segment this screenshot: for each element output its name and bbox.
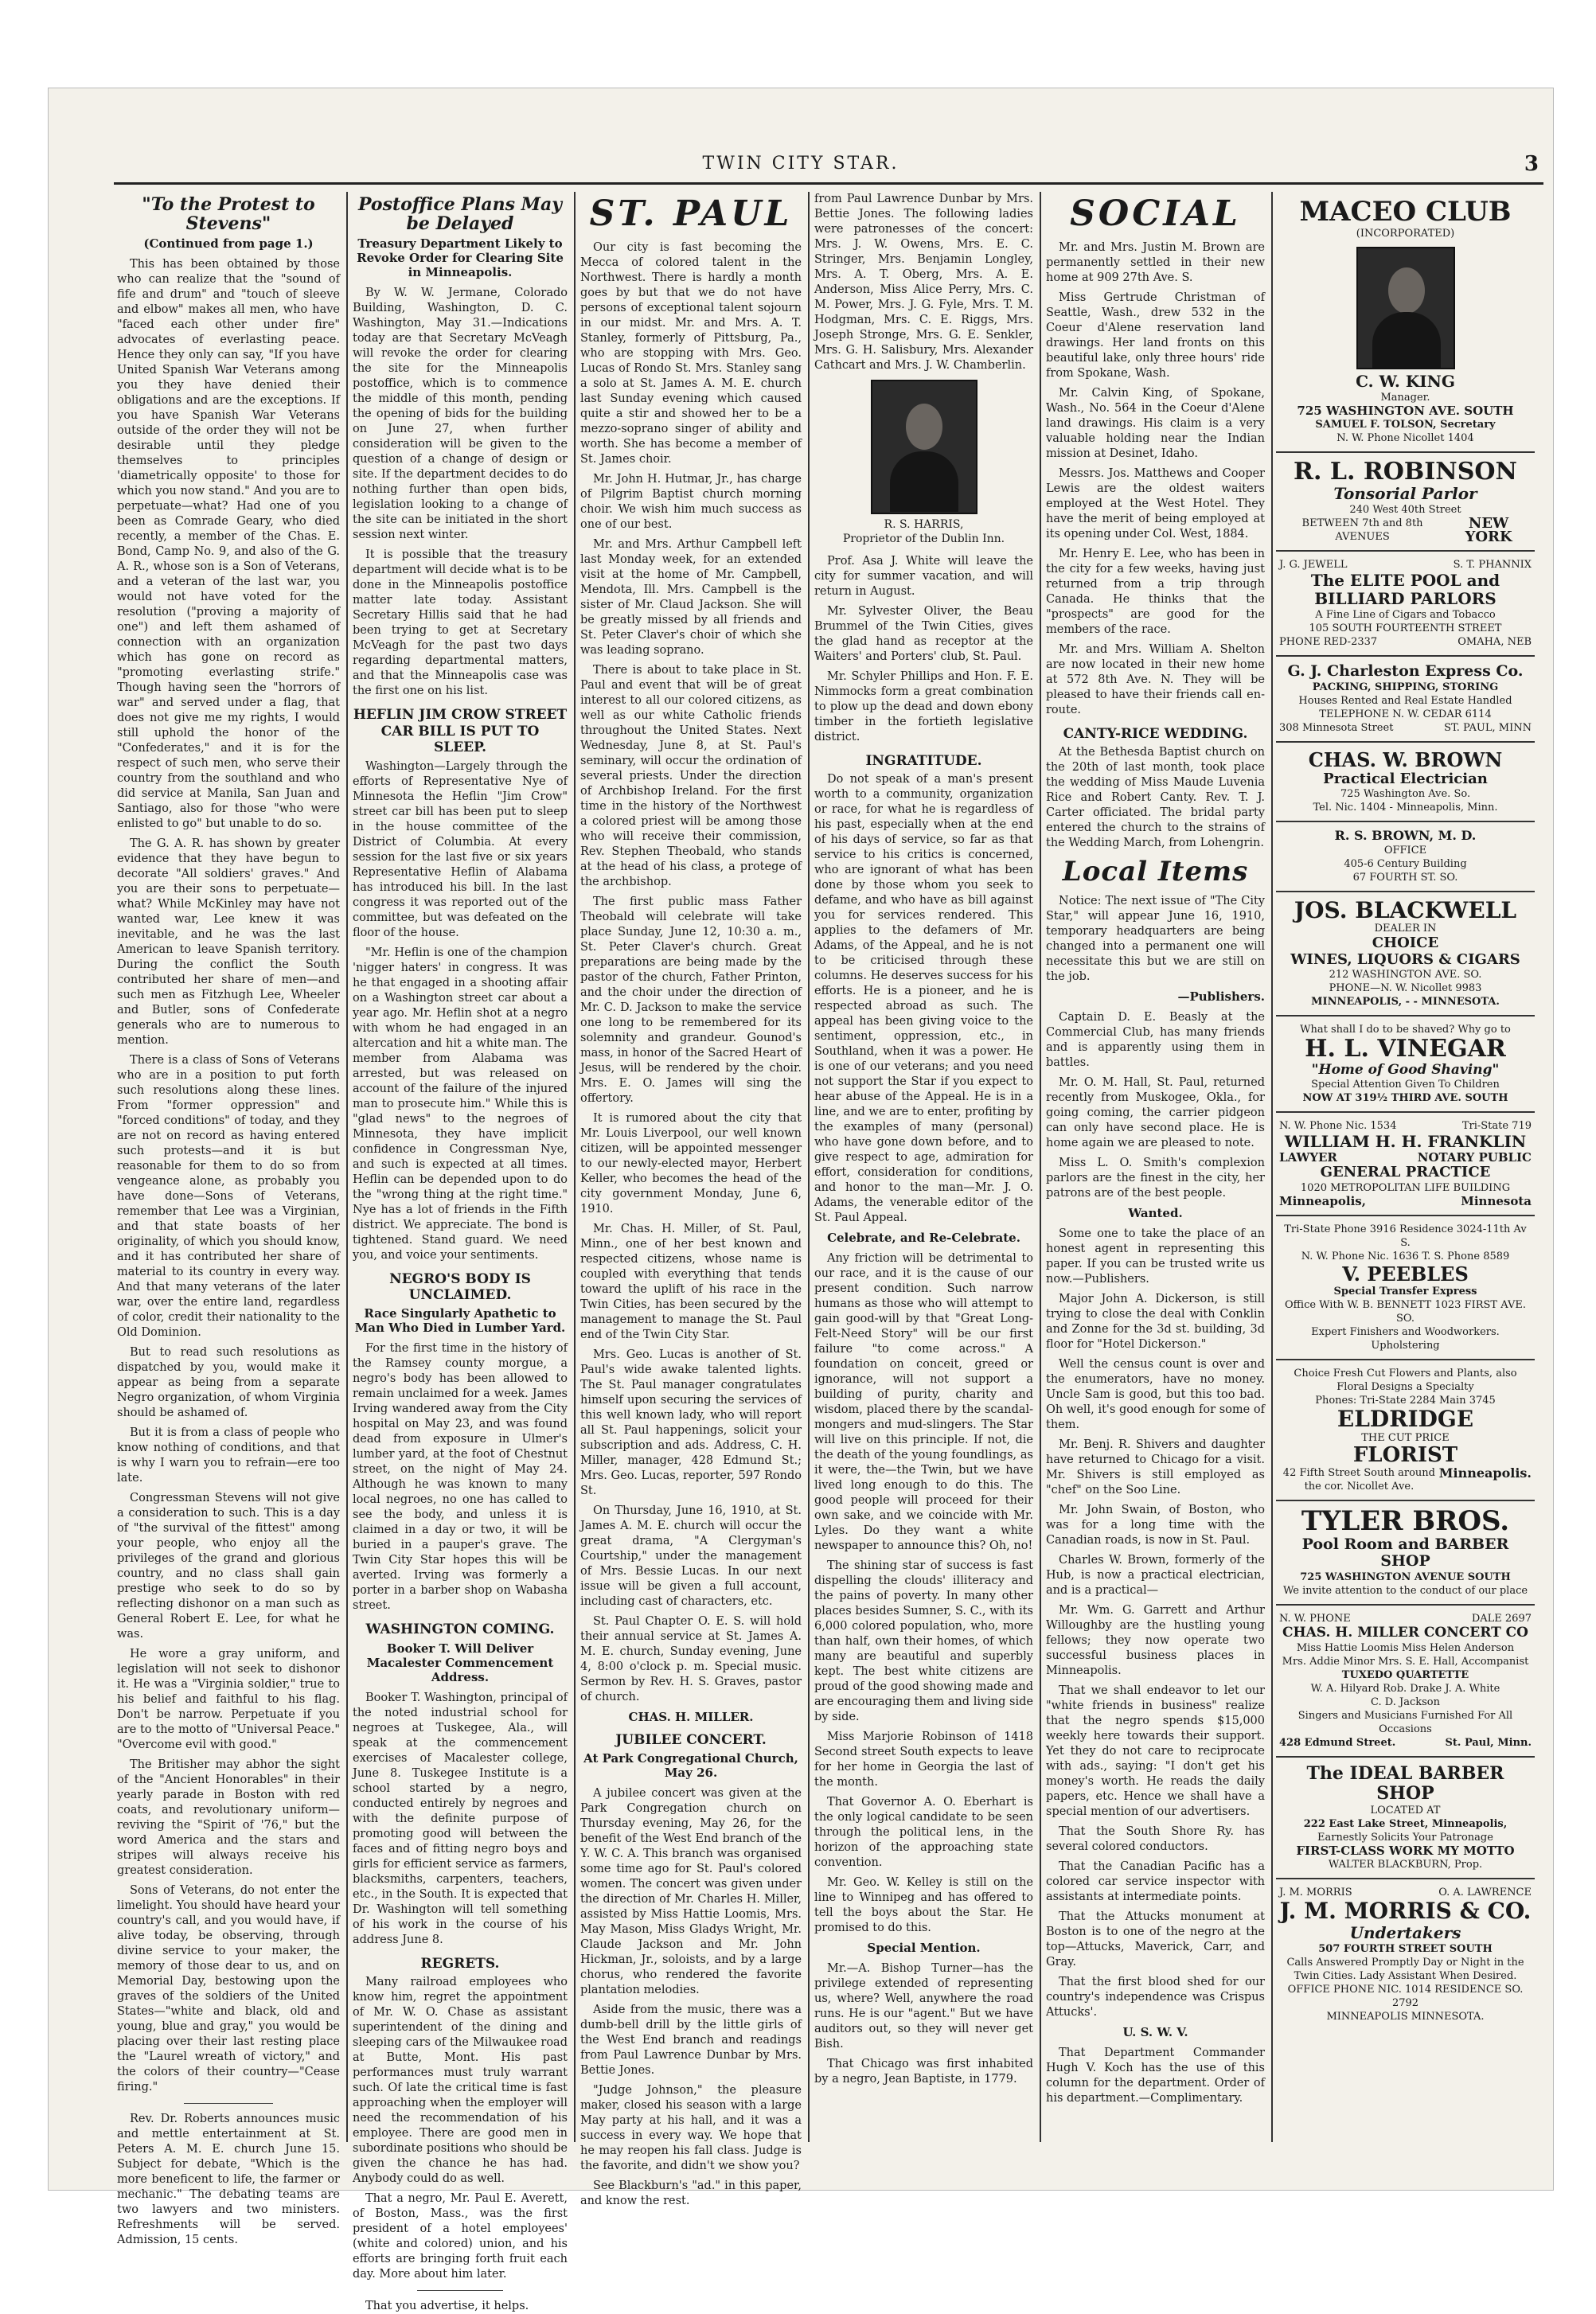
ad-text: W. A. Hilyard Rob. Drake J. A. White — [1310, 1682, 1500, 1695]
ad-row — [1279, 1151, 1532, 1165]
paragraph: Miss Gertrude Christman of Seattle, Wash., drew 532 in the Coeur d'Alene reservation land drawings. Her land fronts on this beautiful lake, only three hours' ride from Spokane, Wash. — [1046, 291, 1265, 380]
photo-caption — [814, 517, 1033, 546]
paragraph: That you advertise, it helps. — [365, 2300, 529, 2313]
ad-text: N. W. PHONE — [1279, 1613, 1351, 1625]
paragraph: "Judge Johnson," the pleasure maker, closed his season with a large May party at his hall, and it was a success in every way. We hope that he may reopen his fall class. Judge is the favorite, and didn't we show you? — [580, 2084, 802, 2173]
ad-text: 67 FOURTH ST. SO. — [1352, 871, 1458, 884]
ad-blackwell — [1276, 892, 1535, 1017]
column-protest — [117, 192, 340, 2247]
ad-title: The IDEAL BARBER SHOP — [1306, 1762, 1504, 1805]
divider — [417, 2290, 503, 2291]
paragraph: That Chicago was first inhabited by a negro, Jean Baptiste, in 1779. — [814, 2058, 1033, 2086]
paragraph: Prof. Asa J. White will leave the city for summer vacation, and will return in August. — [814, 555, 1033, 598]
paragraph: Any friction will be detrimental to our race, and it is the cause of our present condition. Such narrow humans as those who will attempt to gain good-will by that "Great Long-Felt-Need Story" will be our first failure "to come across." A foundation on conceit, greed or ignorance, will not support a building of purity, charity and wisdom, placed there by the scandal-mongers and mud-slingers. The Star will live on this principle. If not, die the death of the young foundlings, as it were, the—the Twin, but we have lived long enough to do this. The good people will proceed for their own sake, and we coincide with Mr. Lyles. Do they want a white newspaper to announce this? Oh, no! — [814, 1252, 1033, 1553]
divider — [184, 2103, 273, 2104]
ad-text: MINNEAPOLIS, - - MINNESOTA. — [1311, 996, 1500, 1009]
paragraph: He wore a gray uniform, and legislation will not seek to dishonor it. He was a "Virginia soldier," true to his belief and faithful to his flag. Don't be narrow. Perpetuate if you are to the motto of "Universal Peace." "Overcome evil with good." — [117, 1648, 340, 1752]
ad-text: MINNEAPOLIS MINNESOTA. — [1326, 2010, 1485, 2023]
ad-text: BETWEEN 7th and 8th AVENUES — [1301, 517, 1423, 544]
ad-eldridge — [1276, 1360, 1535, 1501]
column-ingratitude — [814, 192, 1033, 2166]
paragraph: "Mr. Heflin is one of the champion 'nigger haters' in congress. It was he that engaged in a shooting affair on a Washington street car about a year ago. Mr. Heflin shot at a negro with whom he had engaged in an altercation and hit a white man. The member from Alabama was arrested, but was released on account of the failure of the injured man to prosecute him." While this is "glad news" to the negroes of Minnesota, they have implicit confidence in Congressman Nye, and such is expected at all times. Heflin can be depended upon to do the "wrong thing at the right time." Nye has a lot of friends in the Fifth district. We appreciate. The bond is tightened. Stand guard. We need you, and voice your sentiments. — [353, 946, 568, 1262]
ad-text: 42 Fifth Street South around the cor. Nicollet Ave. — [1282, 1466, 1435, 1493]
ad-text: N. W. Phone Nic. 1636 T. S. Phone 8589 — [1301, 1250, 1510, 1262]
ad-text: 725 WASHINGTON AVE. SOUTH — [1297, 403, 1514, 418]
ad-text: What shall I do to be shaved? Why go to — [1300, 1024, 1511, 1036]
article-heading: NEGRO'S BODY IS UNCLAIMED. — [389, 1270, 531, 1303]
ad-text: Tel. Nic. 1404 - Minneapolis, Minn. — [1313, 802, 1498, 814]
paragraph: There is about to take place in St. Paul and event that will be of great interest to all our colored citizens, as well as our white Catholic friends throughout the United States. Next Wednesday, June 8, at St. Paul's seminary, will occur the ordination of several priests. Under the direction of Archbishop Ireland. For the first time in the history of the Northwest a colored priest will be among those who will receive their commission, Rev. Stephen Theobald, who stands at the head of his class, a protege of the archbishop. — [580, 664, 802, 888]
ad-elite-pool — [1276, 552, 1535, 657]
ad-text: OFFICE — [1383, 844, 1427, 857]
ad-robinson — [1276, 453, 1535, 552]
article-heading: CANTY-RICE WEDDING. — [1063, 726, 1248, 742]
paragraph: The first public mass Father Theobald will celebrate will take place Sunday, June 12, 10:30 a. m., St. Peter Claver's church. Great preparations are being made by the pastor of the church, Father Printon, and the choir under the direction of Mr. C. D. Jackson to make the service one long to be remembered for its solemnity and grandeur. Gounod's mass, in honor of the Sacred Heart of Jesus, will be rendered by the choir. Mrs. E. O. James will sing the offertory. — [580, 896, 802, 1105]
ad-text: GENERAL PRACTICE — [1320, 1163, 1491, 1180]
ad-text: Tri-State 719 — [1461, 1119, 1532, 1132]
ad-text: 428 Edmund Street. — [1279, 1736, 1396, 1749]
portrait-photo — [1356, 247, 1455, 369]
ad-text: Choice Fresh Cut Flowers and Plants, also Floral Designs a Specialty — [1294, 1368, 1517, 1394]
paragraph: That Governor A. O. Eberhart is the only logical candidate to be seen through the political lens, in the horizon of the approaching state convention. — [814, 1796, 1033, 1870]
ad-text: Miss Hattie Loomis Miss Helen Anderson — [1296, 1641, 1515, 1654]
paragraph: But to read such resolutions as dispatched by you, would make it appear as being from a separate Negro organization, of whom Virginia should be ashamed of. — [117, 1346, 340, 1420]
ad-tyler-bros — [1276, 1501, 1535, 1606]
page-number: 3 — [1524, 152, 1539, 176]
ad-text: N. W. Phone Nicollet 1404 — [1337, 431, 1474, 444]
ad-title: WILLIAM H. H. FRANKLIN — [1284, 1131, 1527, 1151]
ad-text: Singers and Musicians Furnished For All Occasions — [1297, 1709, 1513, 1735]
ad-text: 212 WASHINGTON AVE. SO. — [1329, 969, 1482, 981]
paragraph: Miss L. O. Smith's complexion parlors are the finest in the city, her patrons are of the best people. — [1046, 1157, 1265, 1200]
paragraph: Mr. Schyler Phillips and Hon. F. E. Nimmocks form a great combination to plow up the dead and down ebony timber in the fortieth legislative district. — [814, 670, 1033, 743]
column-rule — [1271, 192, 1273, 2142]
ad-text: LAWYER — [1279, 1149, 1337, 1165]
ad-text: Expert Finishers and Woodworkers. Upholstering — [1311, 1326, 1500, 1352]
paragraph: Some one to take the place of an honest agent in representing this paper. If you can be trusted write us now.—Publishers. — [1046, 1227, 1265, 1286]
paragraph: Mr. John H. Hutmar, Jr., has charge of Pilgrim Baptist church morning choir. We wish him much success as one of our best. — [580, 473, 802, 531]
section-title: ST. PAUL — [589, 193, 793, 234]
ad-text: FLORIST — [1352, 1442, 1458, 1467]
ad-row — [1279, 1195, 1532, 1208]
caption-title: Proprietor of the Dublin Inn. — [842, 533, 1005, 545]
ad-title: CHAS. H. MILLER CONCERT CO — [1282, 1625, 1528, 1641]
paragraph: This has been obtained by those who can realize that the "sound of fife and drum" and "touch of sleeve and elbow" makes all men, who have "faced each other under fire" advocates of everlasting peace. Hence they only can say, "If you have United Spanish War Veterans among you they have denied their obligations and are the exceptions. If you have Spanish War Veterans outside of the order they will not be desirable until they pledge themselves to principles 'diametrically opposite' to those for which you now stand." And you are to perpetuate—what? Had one of you been as Comrade Geary, who died recently, a member of the Chas. E. Bond, Camp No. 9, and also of the G. A. R., whose son is a Son of Veterans, and a veteran of the last war, you would not have voted for the resolution ("proving a majority of one") and left them ashamed of connection with an organization which has gone on record as "promoting everlasting strife." Though having seen the "horrors of war" and served under a flag, that does not give me my rights, I would still uphold the honor of the "Confederates," and it is for the respect of such men, who serve their country from the southland and who did service at Manila, San Juan and Santiago, also for those "who were enlisted to go" but unable to do so. — [117, 258, 340, 831]
ad-title: H. L. VINEGAR — [1305, 1035, 1506, 1063]
article-subtitle: Wanted. — [1128, 1206, 1183, 1221]
paragraph: Charles W. Brown, formerly of the Hub, is now a practical electrician, and is a practical— — [1046, 1554, 1265, 1598]
paragraph: That the first blood shed for our country's independence was Crispus Attucks'. — [1046, 1976, 1265, 2019]
paragraph: Miss Marjorie Robinson of 1418 Second street South expects to leave for her home in Georgia the last of the month. — [814, 1731, 1033, 1789]
ad-row — [1279, 1466, 1532, 1493]
ad-row — [1279, 1736, 1532, 1750]
ad-text: 240 West 40th Street — [1349, 504, 1461, 517]
column-st-paul — [580, 192, 802, 2208]
top-rule — [114, 182, 1543, 185]
article-title: Postoffice Plans May be Delayed — [357, 194, 563, 235]
ad-peebles — [1276, 1216, 1535, 1361]
ad-row — [1279, 1612, 1532, 1625]
paragraph: See Blackburn's "ad." in this paper, and know the rest. — [580, 2179, 802, 2208]
ad-text: Office With W. B. BENNETT 1023 FIRST AVE. SO. — [1285, 1299, 1526, 1325]
paragraph: Messrs. Jos. Matthews and Cooper Lewis are the oldest waiters employed at the West Hotel. They have the merit of being employed at its opening under Col. West, 1884. — [1046, 467, 1265, 540]
ad-text: Special Transfer Express — [1333, 1286, 1477, 1298]
article-heading: HEFLIN JIM CROW STREET CAR BILL IS PUT TO SLEEP. — [353, 707, 568, 756]
article-subtitle: Booker T. Will Deliver Macalester Commencement Address. — [366, 1641, 554, 1684]
ad-text: Tonsorial Parlor — [1333, 484, 1477, 504]
paragraph: It is rumored about the city that Mr. Louis Liverpool, our well known citizen, will be appointed messenger to our newly-elected mayor, Herbert Keller, who becomes the head of the city government Monday, June 6, 1910. — [580, 1112, 802, 1216]
ad-title: TYLER BROS. — [1301, 1504, 1510, 1537]
ad-row — [1279, 517, 1532, 544]
ad-text: (INCORPORATED) — [1356, 227, 1455, 240]
paragraph: Do not speak of a man's present worth to a community, organization or race, for what he is regardless of his past, especially when at the end of his days of service, so far as that service to his critics is concerned, who are ignorant of what has been done by those whom you seek to defame, and who have as bill against you for services rendered. This applies to the defamers of Mr. Adams, of the Appeal, and he is not to be criticised through these columns. He deserves success for his efforts. He is a pioneer, and he is respected abroad as such. The appeal has been giving voice to the sentiment, oppression, etc., in Southland, when it was a power. He is one of our veterans; and you need not support the Star if you expect to hear abuse of the Appeal. He is in a line, and we are to enter, profiting by the examples of many (personal) who have gone down before, and to give respect to age, admiration for effort, consideration for conditions, and honor to the man—Mr. J. O. Adams, the venerable editor of the St. Paul Appeal. — [814, 773, 1033, 1225]
ad-title: MACEO CLUB — [1299, 196, 1512, 228]
ad-morris — [1276, 1879, 1535, 2029]
paragraph: There is a class of Sons of Veterans who are in a position to put forth such resolutions along these lines. From "former oppression" and "forced conditions" of today, and they are not on record as having entered such protests—and it is but reasonable for them to do so from vengeance alone, as probably you have done—Sons of Veterans, remember that Lee was a Virginian, and that state boasts of her originality, of which you should know, and it has contributed her share of material to its country in every way. And that many veterans of the later war, over the entire land, regardless of color, credit their nationality to the Old Dominion. — [117, 1054, 340, 1340]
column-rule — [1040, 192, 1041, 2142]
ad-text: NEW YORK — [1465, 515, 1512, 546]
paragraph: Mr. O. M. Hall, St. Paul, returned recently from Muskogee, Okla., for going coming, the carrier pidgeon can only have second place. He is home again we are pleased to note. — [1046, 1076, 1265, 1150]
ad-maceo-club — [1276, 192, 1535, 453]
ad-text: TELEPHONE N. W. CEDAR 6114 — [1319, 708, 1492, 721]
ad-text: DEALER IN — [1374, 923, 1437, 935]
ad-text: OFFICE PHONE NIC. 1014 RESIDENCE SO. 2792 — [1287, 1983, 1524, 2009]
ad-text: C. W. KING — [1356, 371, 1455, 391]
column-postoffice — [353, 192, 568, 2313]
ad-text: "Home of Good Shaving" — [1311, 1061, 1500, 1078]
caption-name: R. S. HARRIS, — [884, 518, 964, 531]
paragraph: A jubilee concert was given at the Park Congregation church on Thursday evening, May 26, for the benefit of the West End branch of the Y. W. C. A. This branch was organised some time ago for St. Paul's colored women. The concert was given under the direction of Mr. Charles H. Miller, assisted by Miss Hattie Loomis, Mrs. May Mason, Miss Gladys Wright, Mr. Claude Jackson and Mr. John Hickman, Jr., soloists, and by a large chorus, who rendered the favorite plantation melodies. — [580, 1787, 802, 1997]
ad-row — [1279, 558, 1532, 572]
paragraph: Mr. Calvin King, of Spokane, Wash., No. 564 in the Coeur d'Alene land drawings. His claim is a very valuable holding near the Indian mission at Desinet, Idaho. — [1046, 387, 1265, 460]
ad-text: Phones: Tri-State 2284 Main 3745 — [1315, 1395, 1496, 1407]
paragraph: For the first time in the history of the Ramsey county morgue, a negro's body has been allowed to remain unclaimed for a week. James Irving wandered away from the City hospital on May 23, and was found dead from exposure in Ulmer's lumber yard, at the foot of Chestnut street, on the night of May 24. Although he was known to many local negroes, no one has called to see the body, and unless it is claimed in a day or two, it will be buried in a pauper's grave. The Twin City Star hopes this will be averted. Irving was formerly a porter in a barber shop on Wabasha street. — [353, 1342, 568, 1613]
paragraph: That the South Shore Ry. has several colored conductors. — [1046, 1825, 1265, 1854]
paragraph: That Department Commander Hugh V. Koch has the use of this column for the department. Order of his department.—Complimentary. — [1046, 2047, 1265, 2105]
paragraph: That we shall endeavor to let our "white friends in business" realize that the negro spends $15,000 weekly here towards their support. Yet they do not care to reciprocate with ads., saying: "I don't get his money's worth. He reads the daily papers, etc. Hence we shall have a special mention of our advertisers. — [1046, 1684, 1265, 1819]
ad-text: 308 Minnesota Street — [1279, 722, 1394, 735]
paragraph: But it is from a class of people who know nothing of conditions, and that is why I warn you to refrain—ere too late. — [117, 1426, 340, 1485]
ad-title: J. M. MORRIS & CO. — [1279, 1898, 1532, 1925]
ad-vinegar — [1276, 1017, 1535, 1113]
paragraph: Well the census count is over and the enumerators, have no money. Uncle Sam is good, but this too bad. Oh well, it's good enough for some of them. — [1046, 1358, 1265, 1432]
paragraph: At the Bethesda Baptist church on the 20th of last month, took place the wedding of Miss Maude Luvenia Rice and Robert Canty. Rev. T. J. Carter officiated. The bridal party entered the church to the strains of the Wedding March, from Lohengrin. — [1046, 746, 1265, 850]
column-rule — [808, 192, 810, 2142]
ad-text: We invite attention to the conduct of our place — [1282, 1585, 1528, 1598]
article-heading: INGRATITUDE. — [865, 753, 982, 769]
ad-title: CHAS. W. BROWN — [1308, 748, 1503, 772]
article-subtitle: Treasury Department Likely to Revoke Order for Clearing Site in Minneapolis. — [357, 236, 564, 280]
article-heading: REGRETS. — [420, 1955, 500, 1972]
paragraph: Washington—Largely through the efforts of Representative Nye of Minnesota the Heflin "Jim Crow" street car bill has been put to sleep in the house committee of the District of Columbia. At every session for the last five or six years Representative Heflin of Alabama has introduced his bill. In the last congress it was reported out of the committee, but was defeated on the floor of the house. — [353, 759, 568, 939]
paragraph: Booker T. Washington, principal of the noted industrial school for negroes at Tuskegee, Ala., will speak at the commencement exercises of Macalester college, June 8. Tuskegee Institute is a school started by a negro, conducted entirely by negroes and with the definite purpose of promoting good will between the faces and of fitting negro boys and girls for efficient service as farmers, blacksmiths, carpenters, teachers, etc., in the South. It is expected that Dr. Washington will tell something of his work in the course of his address June 8. — [353, 1691, 568, 1946]
ad-text: 507 FOURTH STREET SOUTH — [1318, 1942, 1493, 1955]
ad-text: Earnestly Solicits Your Patronage — [1317, 1832, 1493, 1844]
article-heading: JUBILEE CONCERT. — [615, 1732, 767, 1748]
ad-text: SAMUEL F. TOLSON, Secretary — [1315, 418, 1496, 431]
column-rule — [346, 192, 348, 2142]
ad-text: CHOICE — [1372, 935, 1439, 952]
ad-title: ELDRIDGE — [1337, 1406, 1474, 1433]
ad-text: DALE 2697 — [1471, 1613, 1532, 1625]
paragraph: Our city is fast becoming the Mecca of colored talent in the Northwest. There is hardly a month goes by but that we do not have persons of exceptional talent sojourn in our midst. Mr. and Mrs. A. T. Stanley, formerly of Pittsburg, Pa., who are stopping with Mrs. Geo. Lucas of Rondo St. Mrs. Stanley sang a solo at St. James A. M. E. church last Sunday evening which caused quite a stir and showed her to be a mezzo-soprano singer of ability and worth. She has become a member of St. James choir. — [580, 241, 802, 466]
article-subtitle: Race Singularly Apathetic to Man Who Died in Lumber Yard. — [354, 1306, 566, 1336]
ad-text: 725 Washington Ave. So. — [1340, 788, 1471, 801]
ad-text: St. Paul, Minn. — [1445, 1736, 1532, 1749]
signature: CHAS. H. MILLER. — [628, 1710, 754, 1724]
paragraph: That the Attucks monument at Boston is to one of the negro at the top—Attucks, Maverick, Carr, and Gray. — [1046, 1910, 1265, 1969]
ad-text: Special Attention Given To Children — [1311, 1078, 1500, 1091]
ad-text: FIRST-CLASS WORK MY MOTTO — [1296, 1844, 1515, 1859]
paragraph: Mr. Henry E. Lee, who has been in the city for a few weeks, having just returned from a trip through Canada. He thinks that the "prospects" are good for the members of the race. — [1046, 548, 1265, 636]
portrait-face — [1388, 267, 1425, 314]
ad-miller-concert — [1276, 1606, 1535, 1758]
ad-text: S. T. PHANNIX — [1453, 559, 1532, 572]
ad-text: NOW AT 319½ THIRD AVE. SOUTH — [1302, 1091, 1508, 1104]
paragraph: Congressman Stevens will not give a consideration to such. This is a day of "the survival of the fittest" among your people, who enjoy all the privileges of the grand and glorious country, and no class shall gain prestige who seek to do so by reflecting dishonor on a man such as General Robert E. Lee, for what he was. — [117, 1492, 340, 1641]
article-heading: WASHINGTON COMING. — [365, 1621, 555, 1638]
paragraph: Mr. John Swain, of Boston, who was for a long time with the Canadian roads, is now in St. Paul. — [1046, 1504, 1265, 1547]
ad-text: Tri-State Phone 3916 Residence 3024-11th Av S. — [1284, 1223, 1527, 1249]
ad-text: O. A. LAWRENCE — [1438, 1887, 1532, 1899]
ad-title: JOS. BLACKWELL — [1294, 896, 1517, 923]
paragraph: Rev. Dr. Roberts announces music and mettle entertainment at St. Peters A. M. E. church June 15. Subject for debate, "Which is the more beneficent to life, the farmer or mechanic." The debating teams are two lawyers and two ministers. Refreshments will be served. Admission, 15 cents. — [117, 2113, 340, 2247]
paragraph: Sons of Veterans, do not enter the limelight. You should have heard your country's call, and you would have, if alive today, be observing, through divine service to your maker, the memory of those dear to us, and on Memorial Day, bestowing upon the graves of the soldiers of the United States—"white and black, old and young, blue and gray," you would be placing over their last resting place the "Laurel wreath of victory," and the colors of their country—"Cease firing." — [117, 1884, 340, 2094]
ad-chas-brown — [1276, 743, 1535, 822]
ad-text: WINES, LIQUORS & CIGARS — [1290, 950, 1520, 968]
ad-charleston-express — [1276, 657, 1535, 743]
paragraph: Captain D. E. Beasly at the Commercial Club, has many friends and is apparently using them in battles. — [1046, 1011, 1265, 1070]
portrait-body — [890, 451, 958, 512]
paragraph: Many railroad employees who know him, regret the appointment of Mr. W. O. Chase as assistant superintendent of the dining and sleeping cars of the Milwaukee road at Butte, Mont. His past performances must truly warrant such. Of late the critical time is fast approaching when the employer will need the recommendation of his employee. There are good men in subordinate positions who should be given the chance he has had. Anybody could do as well. — [353, 1976, 568, 2186]
article-subtitle: Celebrate, and Re-Celebrate. — [827, 1231, 1020, 1246]
article-subtitle: U. S. W. V. — [1122, 2025, 1188, 2040]
portrait-photo — [871, 380, 978, 514]
article-title: "To the Protest to Stevens" — [142, 194, 315, 235]
ad-title: V. PEEBLES — [1342, 1262, 1469, 1286]
ad-text: N. W. Phone Nic. 1534 — [1279, 1119, 1397, 1132]
ad-text: J. M. MORRIS — [1279, 1887, 1352, 1899]
ad-text: TUXEDO QUARTETTE — [1341, 1668, 1469, 1681]
ad-text: Mrs. Addie Minor Mrs. S. E. Hall, Accompanist — [1282, 1655, 1529, 1668]
column-social — [1046, 192, 1265, 2166]
ad-text: Manager. — [1380, 391, 1430, 404]
masthead: TWIN CITY STAR. — [702, 154, 899, 174]
paragraph: The shining star of success is fast dispelling the clouds' illiteracy and the pains of poverty. In many other places besides Sumner, S. C., with its 6,000 colored population, who, more than half, own their homes, of which many are beautiful and superbly kept. The best white citizens are proud of the good showing made and are encouraging them and living side by side. — [814, 1559, 1033, 1724]
ad-text: PHONE RED-2337 — [1279, 636, 1378, 649]
article-subtitle: (Continued from page 1.) — [143, 236, 314, 252]
ad-franklin — [1276, 1113, 1535, 1216]
ad-row — [1279, 721, 1532, 735]
paragraph: Mr. Geo. W. Kelley is still on the line to Winnipeg and has offered to tell the boys about the Star. He promised to do this. — [814, 1876, 1033, 1935]
ad-text: WALTER BLACKBURN, Prop. — [1328, 1859, 1483, 1871]
paragraph: St. Paul Chapter O. E. S. will hold their annual service at St. James A. M. E. church, Sunday evening, June 4, 8:00 o'clock p. m. Special music. Sermon by Rev. H. S. Graves, pastor of church. — [580, 1615, 802, 1703]
ad-text: Houses Rented and Real Estate Handled — [1298, 695, 1512, 708]
paragraph: Mr. Benj. R. Shivers and daughter have returned to Chicago for a visit. Mr. Shivers is still employed as "chef" on the Soo Line. — [1046, 1438, 1265, 1497]
paragraph: On Thursday, June 16, 1910, at St. James A. M. E. church will occur the great drama, "A Clergyman's Courtship," under the management of Mrs. Bessie Lucas. In our next issue will be given a full account, including cast of characters, etc. — [580, 1504, 802, 1608]
article-subtitle: At Park Congregational Church, May 26. — [583, 1751, 798, 1781]
ad-text: PHONE—N. W. Nicollet 9983 — [1329, 982, 1482, 995]
ad-text: Minneapolis, — [1279, 1193, 1366, 1208]
column-advertisements — [1276, 192, 1535, 2166]
paragraph: By W. W. Jermane, Colorado Building, Washington, D. C. Washington, May 31.—Indications today are that Secretary McVeagh will revoke the order for clearing the site for the Minneapolis postoffice, which is to commence the middle of this month, pending the opening of bids for the building on June 27, when further consideration will be given to the question of a change of design or site. If the department decides to do nothing further than open bids, legislation looking to a change of the site can be initiated in the short session next winter. — [353, 287, 568, 542]
paragraph: Mr.—A. Bishop Turner—has the privilege extended of representing us, where? Well, anywhere the road runs. He is our "agent." But we have auditors out, so they will never get Bish. — [814, 1962, 1033, 2051]
ad-text: Minnesota — [1461, 1193, 1532, 1208]
paragraph: The Britisher may abhor the sight of the "Ancient Honorables" in their yearly parade in Boston with red coats, and revolutionary uniform—reviving the "Spirit of '76," but the word America and the stars and stripes will always receive his greatest consideration. — [117, 1758, 340, 1878]
ad-ideal-barber — [1276, 1758, 1535, 1880]
ad-title: G. J. Charleston Express Co. — [1287, 662, 1524, 681]
paragraph: Mrs. Geo. Lucas is another of St. Paul's wide awake talented lights. The St. Paul manager congratulates himself upon securing the services of this well known lady, who will report all St. Paul happenings, solicit your subscription and ads. Address, C. H. Miller, manager, 428 Edmund St.; Mrs. Geo. Lucas, reporter, 597 Rondo St. — [580, 1348, 802, 1497]
paragraph: The G. A. R. has shown by greater evidence that they have begun to decorate "All soldiers' graves." And you are their sons to perpetuate—what? While McKinley may have not wanted war, Lee knew it was inevitable, and he was the last American to leave Spanish territory. During the conflict the South contributed her share of men—and such men as Fitzhugh Lee, Wheeler and Butler, sons of Confederate generals who are to numerous to mention. — [117, 837, 340, 1048]
ad-text: Undertakers — [1349, 1922, 1461, 1942]
paragraph: That the Canadian Pacific has a colored car service inspector with assistants at intermediate points. — [1046, 1860, 1265, 1904]
paragraph: Notice: The next issue of "The City Star," will appear June 16, 1910, temporary headquarters are being changed into a permanent one will necessitate this but we are still on the job. — [1046, 895, 1265, 984]
ad-text: LOCATED AT — [1370, 1805, 1441, 1817]
signature: —Publishers. — [1177, 989, 1265, 1005]
paragraph: Mr. Sylvester Oliver, the Beau Brummel of the Twin Cities, gives the glad hand as receptor at the Waiters' and Porters' club, St. Paul. — [814, 605, 1033, 663]
ad-text: Minneapolis. — [1438, 1465, 1532, 1481]
paragraph: Mr. Wm. G. Garrett and Arthur Willoughby are the hustling young fellows; they now operate two successful business places in Minneapolis. — [1046, 1604, 1265, 1678]
ad-text: A Fine Line of Cigars and Tobacco — [1315, 609, 1496, 622]
portrait-face — [906, 404, 942, 450]
article-subtitle: Special Mention. — [867, 1941, 981, 1956]
ad-text: J. G. JEWELL — [1279, 559, 1348, 572]
newspaper-page — [48, 88, 1554, 2313]
ad-text: 405-6 Century Building — [1344, 857, 1467, 870]
ad-text: OMAHA, NEB — [1457, 636, 1532, 649]
ad-title: R. L. ROBINSON — [1294, 457, 1517, 486]
ad-title: R. S. BROWN, M. D. — [1334, 828, 1477, 844]
ad-row — [1279, 1119, 1532, 1133]
ad-row — [1279, 635, 1532, 649]
portrait-body — [1372, 312, 1441, 368]
ad-text: 222 East Lake Street, Minneapolis, — [1303, 1818, 1508, 1831]
ad-text: C. D. Jackson — [1371, 1696, 1440, 1708]
ad-text: ST. PAUL, MINN — [1444, 722, 1532, 735]
ad-text: PACKING, SHIPPING, STORING — [1312, 681, 1499, 694]
paragraph: That a negro, Mr. Paul E. Averett, of Boston, Mass., was the first president of a hotel employees' (white and colored) union, and his efforts are bringing forth fruit each day. More about him later. — [353, 2192, 568, 2281]
paragraph: Major John A. Dickerson, is still trying to close the deal with Conklin and Zonne for the 3d st. building, 3d floor for "Hotel Dickerson." — [1046, 1293, 1265, 1352]
ad-text: 1020 METROPOLITAN LIFE BUILDING — [1300, 1181, 1511, 1194]
paragraph: Mr. Chas. H. Miller, of St. Paul, Minn., one of her best known and respected citizens, whose name is coupled with everything that tends toward the uplift of his race in the Twin Cities, has been secured by the management to manage the St. Paul end of the Twin City Star. — [580, 1223, 802, 1341]
paragraph: Mr. and Mrs. Arthur Campbell left last Monday week, for an extended visit at the home of Mr. Campbell, Mendota, Ill. Mrs. Campbell is the sister of Mr. Claud Jackson. She will be greatly missed by all friends and St. Peter Claver's choir of which she was leading soprano. — [580, 538, 802, 657]
ad-text: NOTARY PUBLIC — [1417, 1149, 1532, 1165]
paragraph: Mr. and Mrs. Justin M. Brown are permanently settled in their new home at 909 27th Ave. S. — [1046, 241, 1265, 284]
ad-text: 725 WASHINGTON AVENUE SOUTH — [1300, 1571, 1511, 1584]
paragraph: from Paul Lawrence Dunbar by Mrs. Bettie Jones. The following ladies were patronesses of the concert: Mrs. J. W. Owens, Mrs. E. C. Stringer, Mrs. Benjamin Longley, Mrs. A. T. Oberg, Mrs. A. E. Anderson, Miss Alice Perry, Mrs. C. M. Power, Mrs. J. G. Fyle, Mrs. T. M. Hodgman, Mrs. C. E. Riggs, Mrs. Joseph Stronge, Mrs. G. E. Senkler, Mrs. G. H. Salisbury, Mrs. Alexander Cathcart and Mrs. J. W. Chamberlin. — [814, 193, 1033, 372]
ad-title: The ELITE POOL and BILLIARD PARLORS — [1310, 571, 1500, 609]
ad-rs-brown — [1276, 822, 1535, 892]
ad-text: Practical Electrician — [1323, 770, 1488, 787]
ad-text: Pool Room and BARBER SHOP — [1301, 1535, 1509, 1571]
paragraph: Mr. and Mrs. William A. Shelton are now located in their new home at 572 8th Ave. N. They will be pleased to have their friends call en-route. — [1046, 643, 1265, 716]
paragraph: Aside from the music, there was a dumb-bell drill by the little girls of the West End branch and readings from Paul Lawrence Dunbar by Mrs. Bettie Jones. — [580, 2004, 802, 2078]
section-title: Local Items — [1062, 856, 1249, 888]
ad-text: Calls Answered Promptly Day or Night in the Twin Cities. Lady Assistant When Desired. — [1286, 1956, 1524, 1982]
ad-text: 105 SOUTH FOURTEENTH STREET — [1309, 622, 1502, 635]
column-rule — [574, 192, 576, 2142]
paragraph: It is possible that the treasury department will decide what is to be done in the Minneapolis postoffice matter late today. Assistant Secretary Hillis said that he had been trying to get at Secretary McVeagh for the past two days regarding departmental matters, and that the Minneapolis case was the first one on his list. — [353, 548, 568, 698]
ad-text: THE CUT PRICE — [1361, 1431, 1450, 1444]
section-title: SOCIAL — [1070, 193, 1241, 234]
